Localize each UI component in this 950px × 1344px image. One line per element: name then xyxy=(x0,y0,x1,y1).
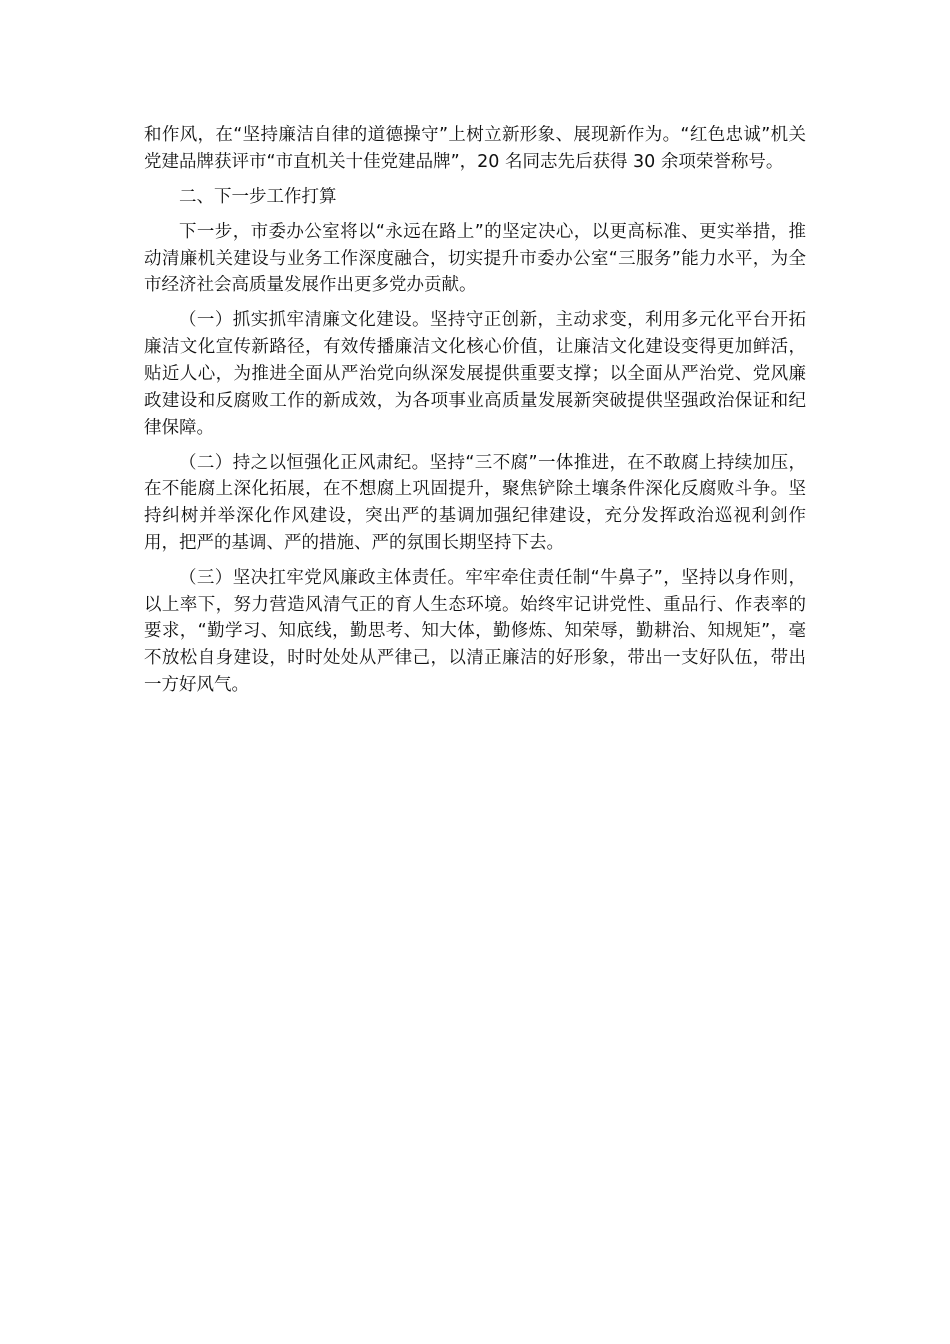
work-item-2: （二）持之以恒强化正风肃纪。坚持“三不腐”一体推进，在不敢腐上持续加压，在不能腐上深化拓展，在不想腐上巩固提升，聚焦铲除土壤条件深化反腐败斗争。坚持纠树并举深化作风建设，突出严的基调加强纪律建设，充分发挥政治巡视利剑作用，把严的基调、严的措施、严的氛围长期坚持下去。 xyxy=(144,452,806,553)
intro-paragraph: 下一步，市委办公室将以“永远在路上”的坚定决心，以更高标准、更实举措，推动清廉机关建设与业务工作深度融合，切实提升市委办公室“三服务”能力水平，为全市经济社会高质量发展作出更多党办贡献。 xyxy=(144,221,806,296)
work-item-3: （三）坚决扛牢党风廉政主体责任。牢牢牵住责任制“牛鼻子”，坚持以身作则，以上率下，努力营造风清气正的育人生态环境。始终牢记讲党性、重品行、作表率的要求，“勤学习、知底线，勤思考、知大体，勤修炼、知荣辱，勤耕治、知规矩”，毫不放松自身建设，时时处处从严律己，以清正廉洁的好形象，带出一支好队伍，带出一方好风气。 xyxy=(144,567,806,696)
document-body xyxy=(144,122,806,707)
work-item-1: （一）抓实抓牢清廉文化建设。坚持守正创新，主动求变，利用多元化平台开拓廉洁文化宣传新路径，有效传播廉洁文化核心价值，让廉洁文化建设变得更加鲜活，贴近人心，为推进全面从严治党向纵深发展提供重要支撑；以全面从严治党、党风廉政建设和反腐败工作的新成效，为各项事业高质量发展新突破提供坚强政治保证和纪律保障。 xyxy=(144,310,806,438)
continued-paragraph: 和作风，在“坚持廉洁自律的道德操守”上树立新形象、展现新作为。“红色忠诚”机关党建品牌获评市“市直机关十佳党建品牌”，20 名同志先后获得 30 余项荣誉称号。 xyxy=(144,125,806,172)
section-heading: 二、下一步工作打算 xyxy=(179,186,337,207)
